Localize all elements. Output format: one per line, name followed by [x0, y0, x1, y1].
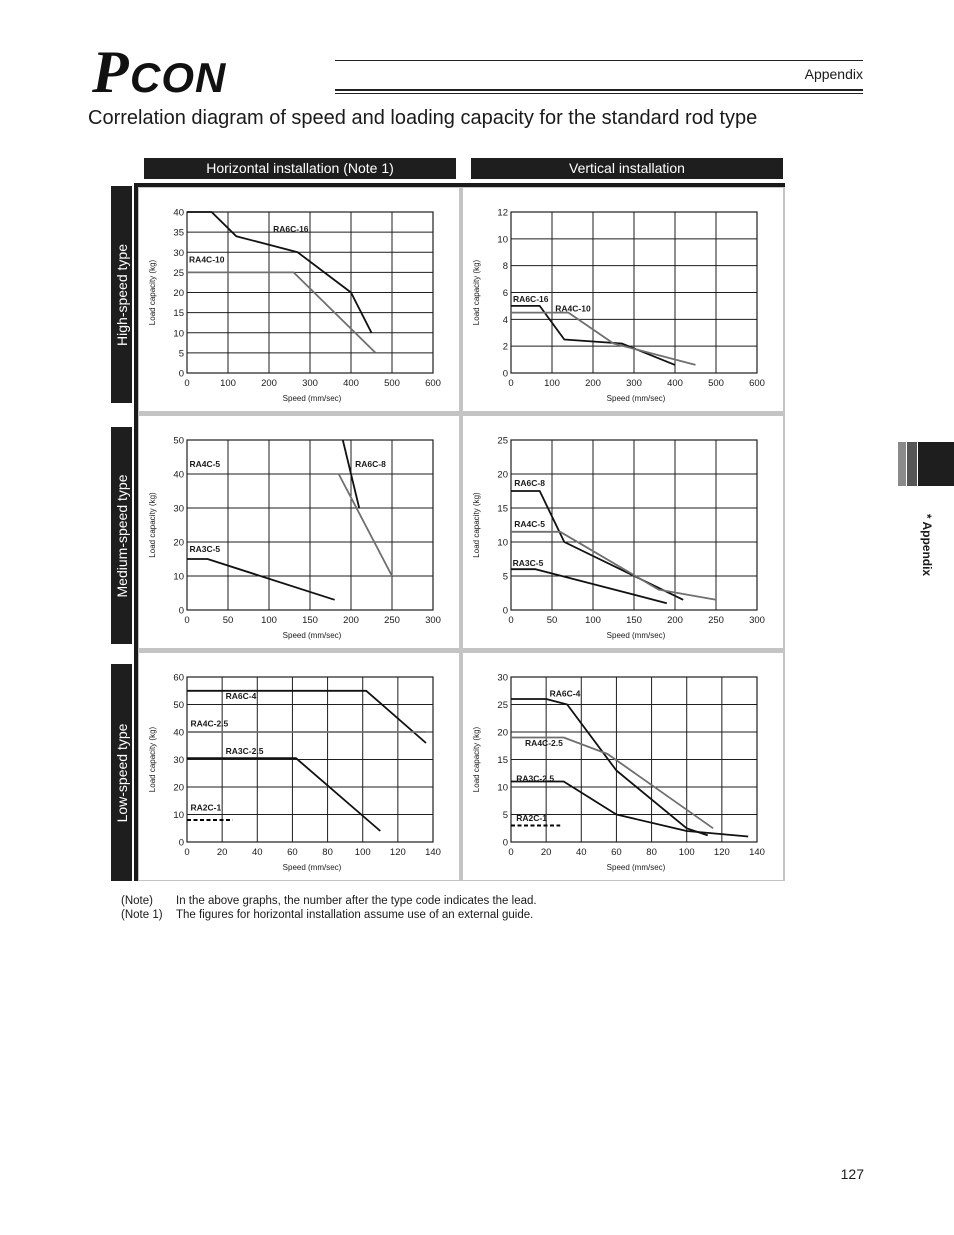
series-line-ra4c-10: [511, 313, 696, 365]
chart-panel-high-vertical: [463, 188, 783, 411]
y-tick-label: 10: [173, 571, 184, 583]
y-axis-label: Load capacity (kg): [148, 492, 157, 558]
x-tick-label: 0: [508, 847, 514, 858]
y-axis-label: Load capacity (kg): [148, 259, 157, 326]
header-rule: [335, 93, 863, 94]
side-tab-marker: [898, 442, 906, 486]
series-label: RA6C-8: [514, 478, 545, 489]
y-tick-label: 0: [502, 837, 508, 849]
y-tick-label: 5: [178, 348, 184, 360]
note-key: (Note 1): [121, 909, 163, 921]
x-tick-label: 140: [749, 847, 765, 858]
x-tick-label: 400: [667, 378, 683, 389]
note-key: (Note): [121, 895, 153, 907]
x-tick-label: 250: [708, 615, 724, 626]
chart-high-horizontal: [139, 188, 459, 411]
y-tick-label: 50: [173, 700, 184, 711]
y-axis-label: Load capacity (kg): [472, 492, 481, 558]
note: [121, 894, 537, 908]
x-tick-label: 40: [575, 847, 587, 858]
x-tick-label: 100: [544, 378, 560, 389]
series-label: RA6C-16: [513, 293, 549, 304]
row-label-low-speed: [111, 664, 132, 881]
row-label-text: Low-speed type: [113, 723, 130, 822]
y-tick-label: 0: [178, 837, 184, 849]
side-tab-marker: [918, 442, 954, 486]
series-label: RA3C-5: [189, 544, 221, 555]
series-line-ra6c-4: [187, 691, 426, 743]
series-line-ra6c-8: [511, 491, 683, 600]
series-label: RA4C-5: [189, 459, 221, 470]
chart-low-horizontal: [139, 653, 459, 880]
row-label-text: Medium-speed type: [113, 474, 130, 597]
x-tick-label: 0: [184, 378, 190, 389]
row-label-text: High-speed type: [113, 243, 130, 346]
x-tick-label: 200: [261, 378, 277, 389]
chart-panel-high-horizontal: [139, 188, 459, 411]
y-tick-label: 0: [502, 605, 508, 617]
y-tick-label: 40: [173, 727, 184, 739]
chart-high-vertical: [463, 188, 783, 411]
y-tick-label: 30: [497, 672, 508, 684]
y-tick-label: 20: [173, 288, 184, 299]
y-tick-label: 15: [497, 755, 508, 766]
note-text: In the above graphs, the number after the type code indicates the lead.: [176, 895, 537, 907]
x-tick-label: 100: [354, 847, 371, 858]
y-tick-label: 25: [497, 700, 508, 711]
series-label: RA3C-5: [512, 557, 544, 568]
y-tick-label: 30: [173, 503, 184, 515]
x-tick-label: 0: [184, 615, 190, 626]
x-axis-label: Speed (mm/sec): [282, 631, 342, 640]
series-label: RA4C-10: [189, 254, 225, 265]
x-tick-label: 100: [261, 615, 277, 626]
y-tick-label: 20: [497, 727, 508, 739]
x-tick-label: 500: [708, 378, 724, 389]
y-tick-label: 0: [502, 368, 508, 380]
y-tick-label: 5: [502, 810, 508, 821]
x-tick-label: 250: [384, 615, 400, 626]
chart-panel-medium-vertical: [463, 416, 783, 648]
chart-grid-frame: [134, 183, 785, 187]
series-label: RA6C-4: [225, 691, 257, 701]
y-tick-label: 40: [173, 207, 184, 219]
y-tick-label: 5: [502, 571, 508, 583]
series-label: RA4C-5: [514, 519, 545, 530]
side-tab-label: [920, 500, 934, 590]
header-rule: [335, 60, 863, 61]
y-tick-label: 50: [173, 435, 184, 447]
series-label: RA6C-8: [355, 459, 386, 470]
column-header-horizontal: Horizontal installation (Note 1): [144, 158, 456, 179]
row-label-high-speed: [111, 186, 132, 403]
series-label: RA2C-1: [516, 813, 547, 824]
chart-panel-low-vertical: [463, 653, 783, 880]
note-text: The figures for horizontal installation assume use of an external guide.: [176, 909, 534, 921]
y-tick-label: 25: [497, 435, 508, 447]
chart-panel-low-horizontal: [139, 653, 459, 880]
y-axis-label: Load capacity (kg): [148, 726, 157, 793]
x-tick-label: 300: [749, 615, 765, 626]
column-header-vertical: Vertical installation: [471, 158, 783, 179]
series-label: RA6C-4: [549, 688, 581, 699]
y-axis-label: Load capacity (kg): [472, 726, 481, 793]
x-tick-label: 80: [646, 847, 657, 858]
y-tick-label: 40: [173, 469, 184, 481]
page-title: Correlation diagram of speed and loading capacity for the standard rod type: [88, 107, 758, 129]
chart-medium-horizontal: [139, 416, 459, 648]
series-label: RA2C-1: [190, 802, 222, 813]
chart-medium-vertical: [463, 416, 783, 648]
series-label: RA4C-2.5: [190, 718, 229, 729]
x-axis-label: Speed (mm/sec): [282, 863, 342, 872]
x-tick-label: 400: [343, 378, 359, 389]
notes: [121, 894, 537, 922]
x-tick-label: 20: [216, 847, 228, 858]
x-tick-label: 600: [425, 378, 441, 389]
logo-letter-p: P: [92, 40, 129, 100]
y-tick-label: 10: [497, 234, 508, 246]
y-tick-label: 15: [497, 503, 508, 515]
y-tick-label: 10: [173, 810, 184, 821]
x-tick-label: 200: [585, 378, 601, 389]
y-tick-label: 15: [173, 308, 184, 320]
y-tick-label: 30: [173, 755, 184, 766]
x-tick-label: 100: [678, 847, 695, 858]
x-tick-label: 300: [425, 615, 441, 626]
x-axis-label: Speed (mm/sec): [606, 863, 666, 872]
side-tab-marker: [907, 442, 917, 486]
x-tick-label: 60: [287, 847, 298, 858]
series-line-ra3c-5: [511, 569, 667, 603]
x-axis-label: Speed (mm/sec): [606, 631, 666, 640]
chart-panel-medium-horizontal: [139, 416, 459, 648]
x-tick-label: 60: [611, 847, 622, 858]
x-tick-label: 100: [585, 615, 601, 626]
x-tick-label: 0: [508, 615, 514, 626]
x-tick-label: 40: [251, 847, 263, 858]
y-tick-label: 10: [173, 328, 184, 340]
y-tick-label: 0: [178, 605, 184, 617]
series-line-ra4c-5: [339, 474, 392, 576]
x-tick-label: 20: [540, 847, 552, 858]
y-tick-label: 4: [502, 314, 508, 326]
x-tick-label: 300: [302, 378, 318, 389]
page-number: 127: [840, 1166, 864, 1182]
x-tick-label: 150: [302, 615, 318, 626]
x-tick-label: 0: [508, 378, 514, 389]
x-tick-label: 80: [322, 847, 333, 858]
y-axis-label: Load capacity (kg): [472, 259, 481, 326]
x-tick-label: 140: [425, 847, 441, 858]
x-tick-label: 100: [220, 378, 236, 389]
header-rule: [335, 89, 863, 91]
y-tick-label: 2: [502, 341, 508, 353]
x-tick-label: 300: [626, 378, 642, 389]
x-axis-label: Speed (mm/sec): [606, 394, 666, 403]
series-label: RA4C-10: [555, 303, 591, 314]
y-tick-label: 6: [502, 288, 508, 299]
x-tick-label: 500: [384, 378, 400, 389]
series-label: RA6C-16: [273, 224, 309, 235]
y-tick-label: 25: [173, 267, 184, 279]
y-tick-label: 10: [497, 782, 508, 794]
x-tick-label: 200: [343, 615, 359, 626]
x-tick-label: 600: [749, 378, 765, 389]
x-axis-label: Speed (mm/sec): [282, 394, 342, 403]
chart-low-vertical: [463, 653, 783, 880]
series-line-ra3c-5: [187, 559, 335, 600]
y-tick-label: 20: [173, 537, 184, 549]
pcon-logo: [92, 40, 332, 100]
logo-letters: CON: [130, 54, 227, 100]
y-tick-label: 12: [497, 207, 508, 219]
section-label: Appendix: [804, 66, 863, 82]
y-tick-label: 35: [173, 227, 184, 239]
y-tick-label: 20: [497, 469, 508, 481]
y-tick-label: 8: [502, 261, 508, 273]
y-tick-label: 60: [173, 672, 184, 684]
y-tick-label: 30: [173, 247, 184, 259]
chart-grid-frame: [134, 183, 138, 881]
y-tick-label: 10: [497, 537, 508, 549]
x-tick-label: 150: [626, 615, 642, 626]
x-tick-label: 0: [184, 847, 190, 858]
series-label: RA3C-2.5: [225, 746, 264, 756]
row-label-medium-speed: [111, 427, 132, 644]
series-label: RA4C-2.5: [525, 737, 563, 748]
x-tick-label: 200: [667, 615, 683, 626]
note: [121, 908, 537, 922]
x-tick-label: 50: [222, 615, 234, 626]
x-tick-label: 50: [546, 615, 558, 626]
y-tick-label: 20: [173, 782, 184, 794]
x-tick-label: 120: [389, 847, 406, 858]
y-tick-label: 0: [178, 368, 184, 380]
x-tick-label: 120: [713, 847, 730, 858]
series-label: RA3C-2.5: [516, 773, 555, 784]
side-tab-text: * Appendix: [920, 513, 934, 577]
